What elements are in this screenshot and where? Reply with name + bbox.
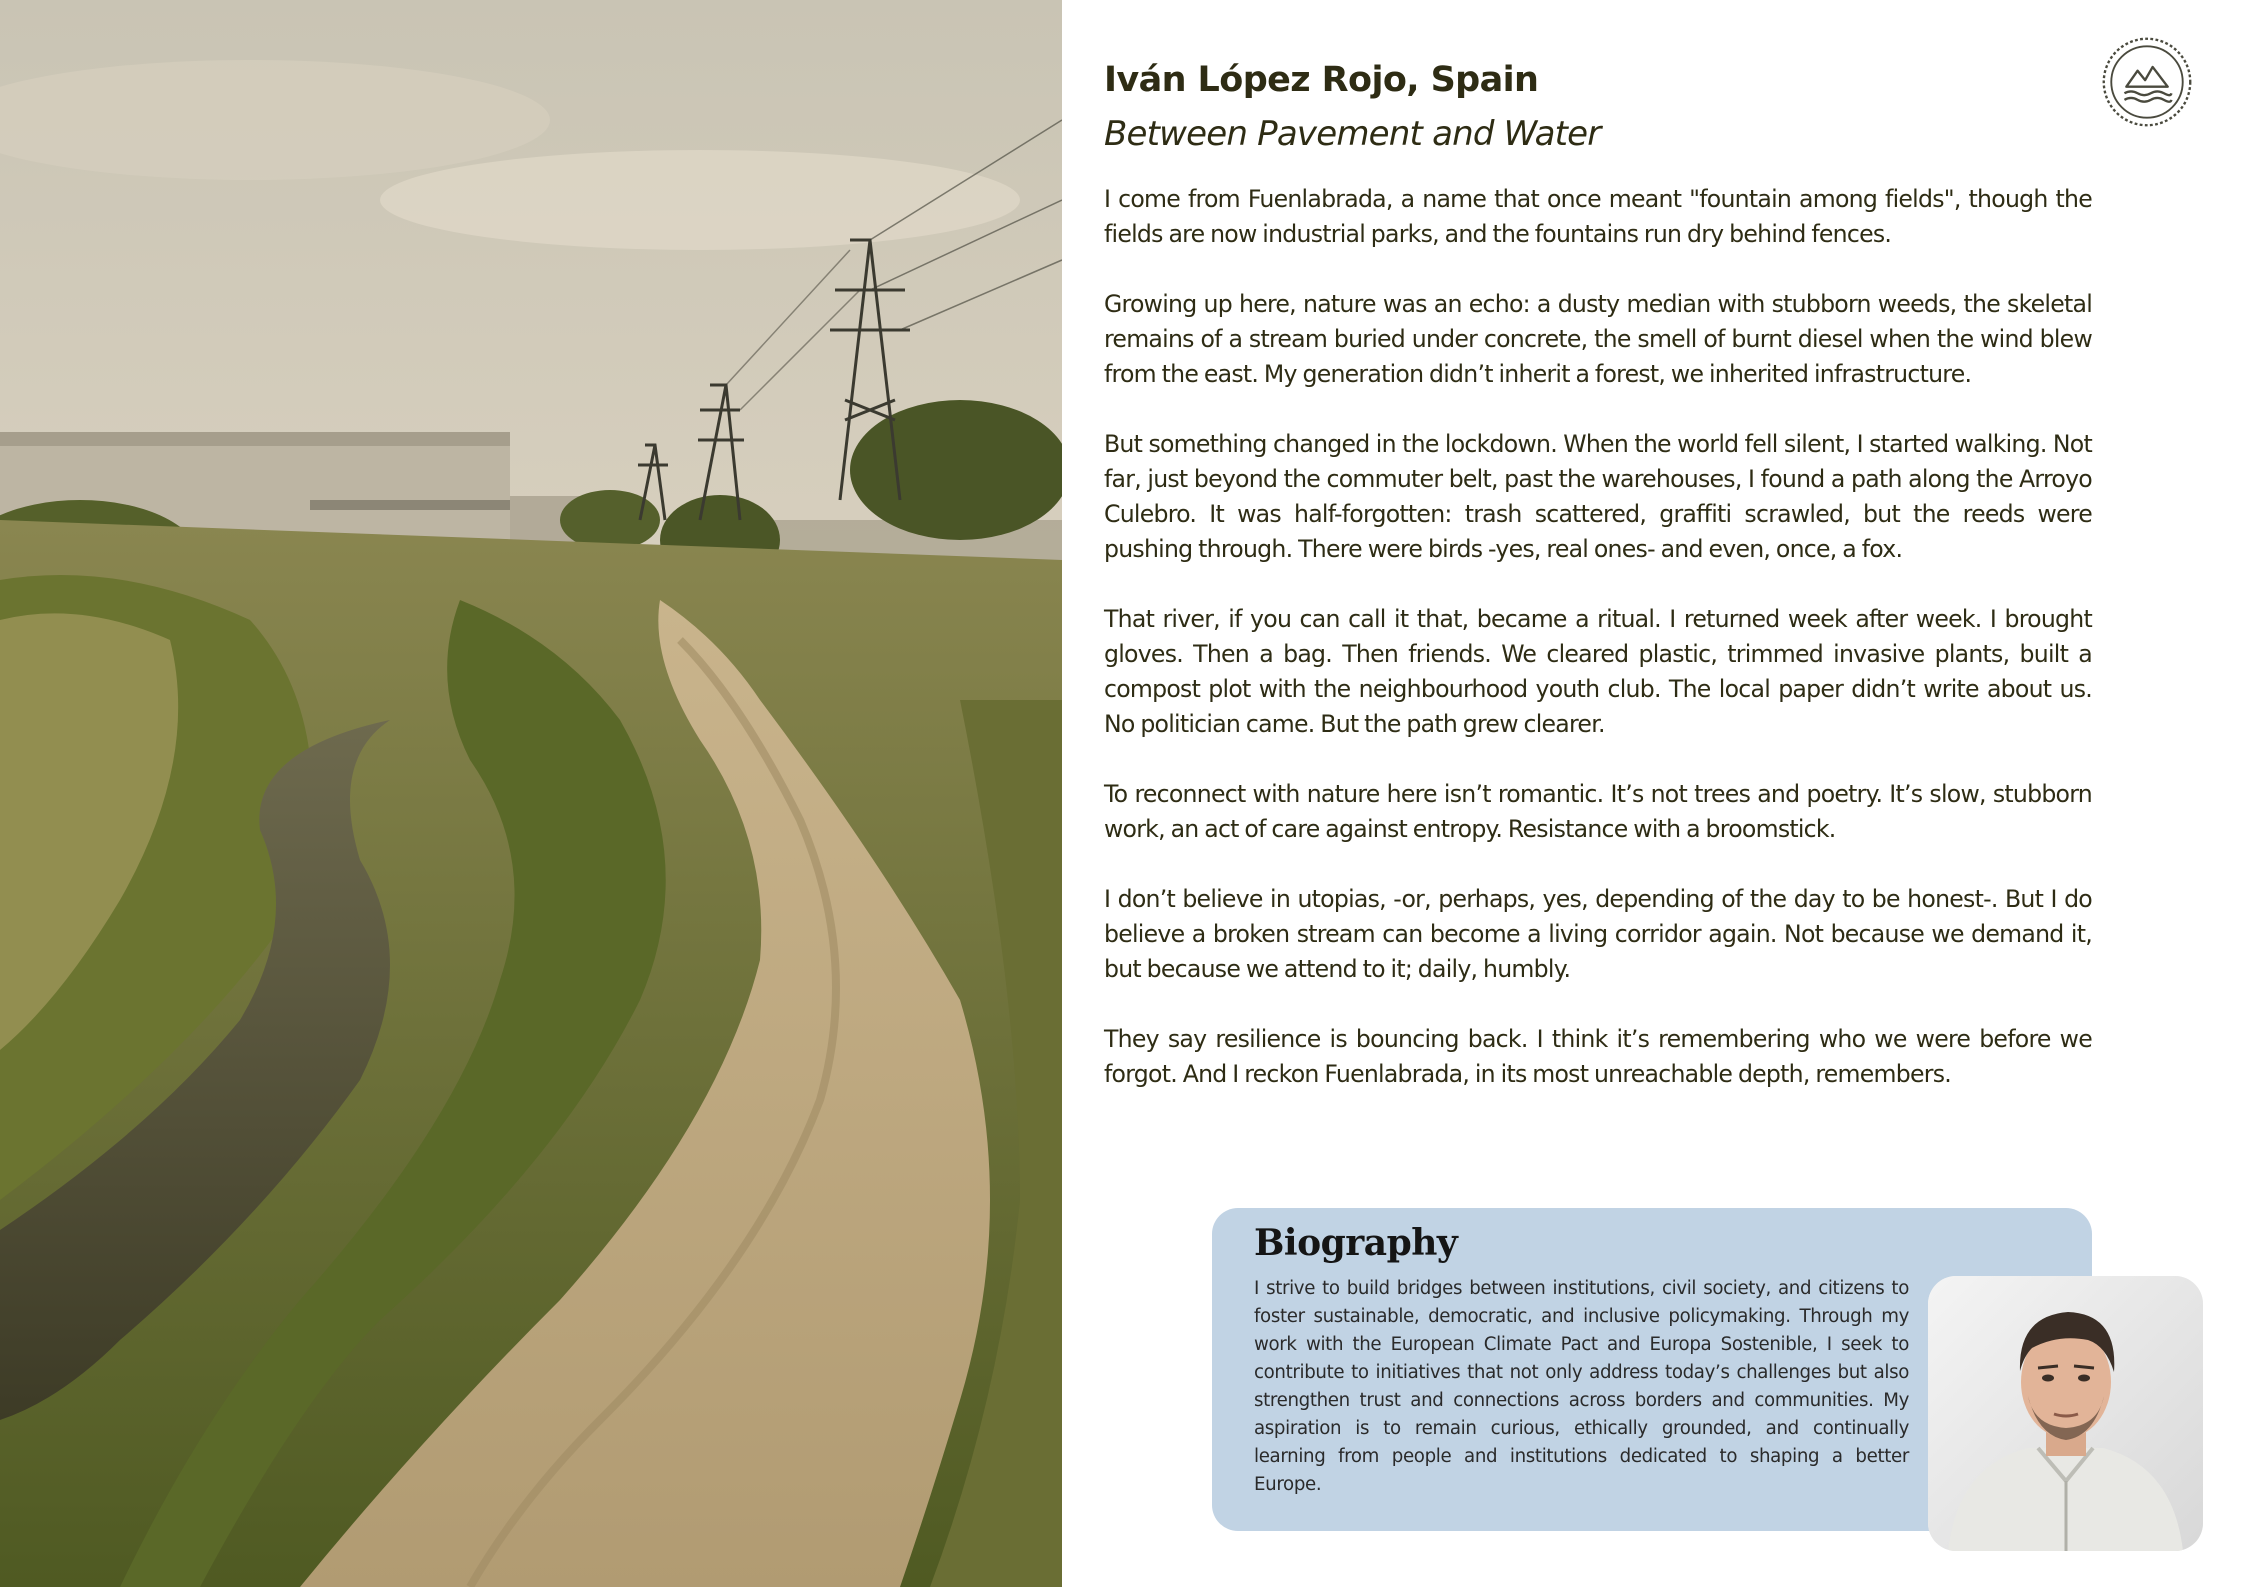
- landscape-illustration: [0, 0, 1062, 1587]
- biography-heading: Biography: [1254, 1222, 1458, 1264]
- essay-paragraph: To reconnect with nature here isn’t romantic. It’s not trees and poetry. It’s slow, stubborn work, an act of care against entropy. Resistance with a broomstick.: [1104, 780, 2092, 843]
- portrait-photo: [1928, 1276, 2203, 1551]
- portrait-illustration: [1928, 1276, 2203, 1551]
- author-name: Iván López Rojo, Spain: [1104, 60, 1539, 100]
- essay-title: Between Pavement and Water: [1104, 114, 1601, 154]
- essay-paragraph: But something changed in the lockdown. When the world fell silent, I started walking. Not far, just beyond the commuter belt, past the warehouses, I found a path along the Arroyo Culebro. It was half-forgotten: trash scattered, graffiti scrawled, but the reeds were pushing through. There were birds -yes, real ones- and even, once, a fox.: [1104, 430, 2092, 563]
- essay-paragraph: I come from Fuenlabrada, a name that once meant "fountain among fields", though the fields are now industrial parks, and the fountains run dry behind fences.: [1104, 185, 2092, 248]
- essay-paragraph: That river, if you can call it that, became a ritual. I returned week after week. I brought gloves. Then a bag. Then friends. We cleared plastic, trimmed invasive plants, built a compost plot with the neighbourhood youth club. The local paper didn’t write about us. No politician came. But the path grew clearer.: [1104, 605, 2092, 738]
- essay-body: [1104, 182, 2092, 1127]
- landscape-photo: [0, 0, 1062, 1587]
- landscape-emblem-icon: [2100, 35, 2194, 129]
- biography-text: I strive to build bridges between institutions, civil society, and citizens to foster sustainable, democratic, and inclusive policymaking. Through my work with the European Climate Pact and Europa Sostenible, I seek to contribute to initiatives that not only address today’s challenges but also strengthen trust and connections across borders and communities. My aspiration is to remain curious, ethically grounded, and continually learning from people and institutions dedicated to shaping a better Europe.: [1254, 1278, 1909, 1495]
- essay-paragraph: I don’t believe in utopias, -or, perhaps, yes, depending of the day to be honest-. But I do believe a broken stream can become a living corridor again. Not because we demand it, but because we attend to it; daily, humbly.: [1104, 885, 2092, 983]
- essay-paragraph: Growing up here, nature was an echo: a dusty median with stubborn weeds, the skeletal remains of a stream buried under concrete, the smell of burnt diesel when the wind blew from the east. My generation didn’t inherit a forest, we inherited infrastructure.: [1104, 290, 2092, 388]
- essay-paragraph: They say resilience is bouncing back. I think it’s remembering who we were before we forgot. And I reckon Fuenlabrada, in its most unreachable depth, remembers.: [1104, 1025, 2092, 1088]
